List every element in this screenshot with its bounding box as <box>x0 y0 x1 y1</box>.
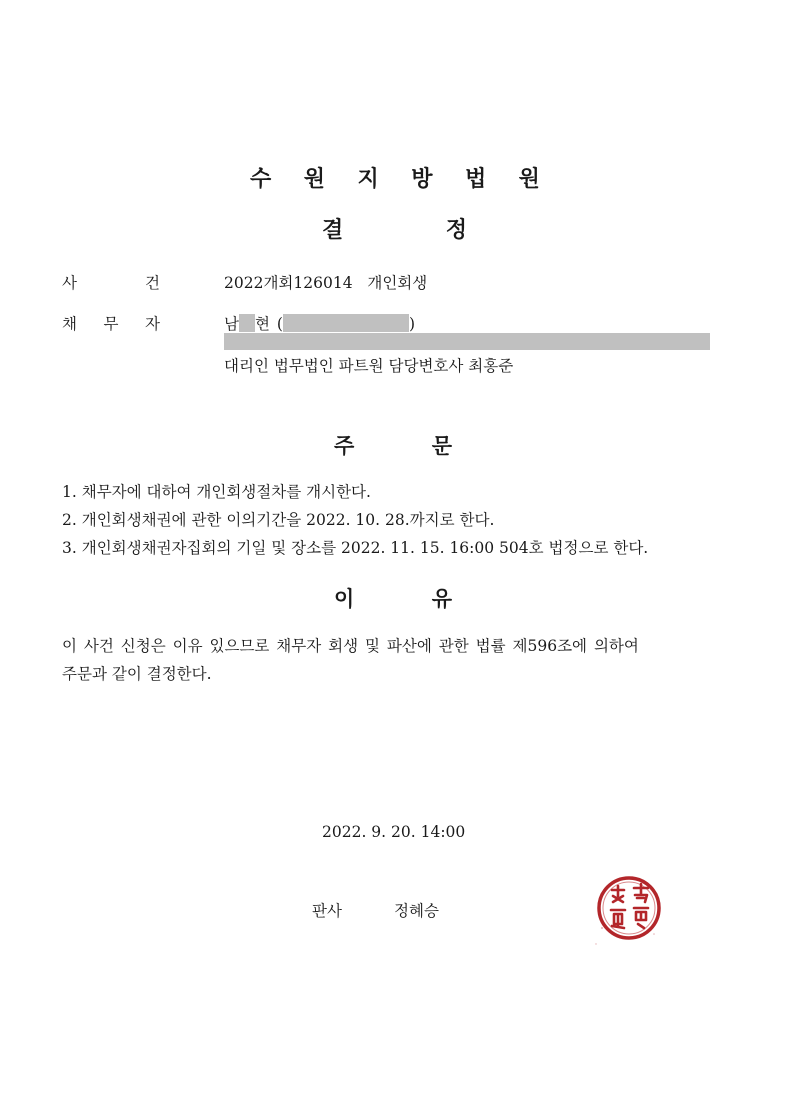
order-heading-char: 문 <box>431 434 452 458</box>
debtor-agent: 대리인 법무법인 파트원 담당변호사 최홍준 <box>224 357 514 375</box>
id-redaction <box>283 314 409 332</box>
reason-heading-char: 이 <box>334 587 355 611</box>
paren-open: ( <box>276 315 283 333</box>
order-heading-char: 주 <box>334 434 355 458</box>
court-name-char: 원 <box>303 167 325 192</box>
document-type-char: 정 <box>445 218 467 243</box>
reason-line: 이 사건 신청은 이유 있으므로 채무자 회생 및 파산에 관한 법률 제596조에 의하여 <box>62 637 639 655</box>
reason-line: 주문과 같이 결정한다. <box>62 665 212 683</box>
case-label <box>62 271 160 293</box>
case-value: 2022개회126014 개인회생 <box>224 274 428 292</box>
judge-name: 정혜승 <box>394 902 439 920</box>
order-item: 1. 채무자에 대하여 개인회생절차를 개시한다. <box>62 483 371 501</box>
debtor-label <box>62 312 160 334</box>
reason-heading-char: 유 <box>431 587 452 611</box>
debtor-name-first: 남 <box>224 315 239 333</box>
court-name-char: 수 <box>250 167 272 192</box>
debtor-name <box>224 312 415 334</box>
court-name-char: 지 <box>357 167 379 192</box>
decision-datetime: 2022. 9. 20. 14:00 <box>322 823 466 841</box>
order-heading <box>334 430 452 460</box>
case-label-char: 사 <box>62 274 77 292</box>
debtor-name-last: 현 <box>254 315 270 333</box>
debtor-label-char: 무 <box>103 315 119 333</box>
order-item: 3. 개인회생채권자집회의 기일 및 장소를 2022. 11. 15. 16:00 504호 법정으로 한다. <box>62 539 649 557</box>
document-type <box>322 213 467 244</box>
judge-seal-stamp <box>588 868 670 950</box>
case-label-char: 건 <box>145 274 160 292</box>
debtor-name-redaction <box>239 314 255 332</box>
court-name-char: 방 <box>411 167 433 192</box>
court-name <box>250 162 540 193</box>
judge-title: 판사 <box>312 902 342 920</box>
paren-close: ) <box>408 315 416 333</box>
reason-heading <box>334 583 452 613</box>
debtor-label-char: 자 <box>145 315 160 333</box>
court-name-char: 원 <box>518 167 540 192</box>
address-redaction <box>224 333 710 350</box>
debtor-label-char: 채 <box>62 315 77 333</box>
court-name-char: 법 <box>464 167 487 192</box>
document-type-char: 결 <box>322 218 344 243</box>
order-item: 2. 개인회생채권에 관한 이의기간을 2022. 10. 28.까지로 한다. <box>62 511 495 529</box>
